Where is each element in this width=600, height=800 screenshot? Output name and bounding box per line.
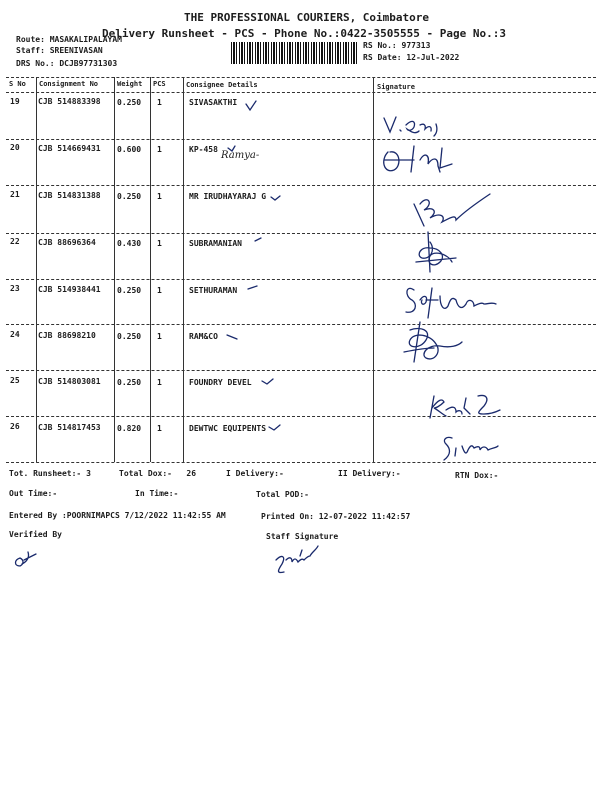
row-sno: 25 — [10, 376, 20, 385]
col-signature: Signature — [377, 83, 415, 91]
row-consignment: CJB 514817453 — [38, 423, 101, 432]
company-name: THE PROFESSIONAL COURIERS, Coimbatore — [184, 11, 430, 24]
rs-number: RS No.: 977313 — [363, 41, 431, 50]
row-consignee: KP-458 — [189, 145, 218, 154]
row-consignment: CJB 514803081 — [38, 377, 101, 386]
row-sno: 20 — [10, 143, 20, 152]
row-weight: 0.250 — [117, 332, 142, 341]
total-dox: Total Dox:- 26 — [119, 469, 197, 478]
col-consignee: Consignee Details — [186, 81, 258, 89]
row-pcs: 1 — [157, 378, 162, 387]
row-pcs: 1 — [157, 332, 162, 341]
rtn-dox: RTN Dox:- — [455, 471, 499, 480]
row-consignee: SETHURAMAN — [189, 286, 238, 295]
row-weight: 0.250 — [117, 192, 142, 201]
entered-by: Entered By :POORNIMAPCS 7/12/2022 11:42:55 AM — [9, 511, 226, 520]
row-consignee: FOUNDRY DEVEL — [189, 378, 252, 387]
row-weight: 0.430 — [117, 239, 142, 248]
tot-runsheet: Tot. Runsheet:- 3 — [9, 469, 91, 478]
ii-delivery: II Delivery:- — [338, 469, 401, 478]
row-consignment: CJB 514938441 — [38, 285, 101, 294]
row-consignment: CJB 514883398 — [38, 97, 101, 106]
col-sno: S No — [9, 80, 26, 88]
row-weight: 0.250 — [117, 378, 142, 387]
route-label: Route: MASAKALIPALAYAM — [16, 35, 122, 44]
row-weight: 0.250 — [117, 286, 142, 295]
row-sno: 23 — [10, 284, 20, 293]
drs-number: DRS No.: DCJB97731303 — [16, 59, 118, 68]
row-consignment: CJB 88698210 — [38, 331, 96, 340]
row-pcs: 1 — [157, 98, 162, 107]
row-sno: 26 — [10, 422, 20, 431]
row-pcs: 1 — [157, 239, 162, 248]
row-consignee: SIVASAKTHI — [189, 98, 238, 107]
in-time: In Time:- — [135, 489, 179, 498]
row-consignee: RAM&CO — [189, 332, 218, 341]
row-pcs: 1 — [157, 145, 162, 154]
row-consignee: DEWTWC EQUIPENTS — [189, 424, 267, 433]
row-weight: 0.600 — [117, 145, 142, 154]
printed-on: Printed On: 12-07-2022 11:42:57 — [261, 512, 411, 521]
row-consignment: CJB 88696364 — [38, 238, 96, 247]
row-sno: 24 — [10, 330, 20, 339]
row-weight: 0.250 — [117, 98, 142, 107]
row-sno: 19 — [10, 97, 20, 106]
row-consignment: CJB 514831388 — [38, 191, 101, 200]
row-pcs: 1 — [157, 424, 162, 433]
row-sno: 22 — [10, 237, 20, 246]
col-pcs: PCS — [153, 80, 166, 88]
row-consignee: SUBRAMANIAN — [189, 239, 242, 248]
verified-by: Verified By — [9, 530, 62, 539]
col-consignment: Consignment No — [39, 80, 99, 88]
row-handwritten-note: Ramya- — [221, 150, 260, 161]
row-sno: 21 — [10, 190, 20, 199]
out-time: Out Time:- — [9, 489, 58, 498]
i-delivery: I Delivery:- — [226, 469, 284, 478]
runsheet-title: Delivery Runsheet - PCS - Phone No.:0422-3505555 - Page No.:3 — [102, 27, 506, 40]
row-weight: 0.820 — [117, 424, 142, 433]
staff-signature-label: Staff Signature — [266, 532, 339, 541]
row-consignment: CJB 514669431 — [38, 144, 101, 153]
row-pcs: 1 — [157, 286, 162, 295]
row-consignee: MR IRUDHAYARAJ G — [189, 192, 267, 201]
row-pcs: 1 — [157, 192, 162, 201]
total-pod: Total POD:- — [256, 490, 309, 499]
col-weight: Weight — [117, 80, 143, 88]
rs-date: RS Date: 12-Jul-2022 — [363, 53, 460, 62]
staff-label: Staff: SREENIVASAN — [16, 46, 103, 55]
